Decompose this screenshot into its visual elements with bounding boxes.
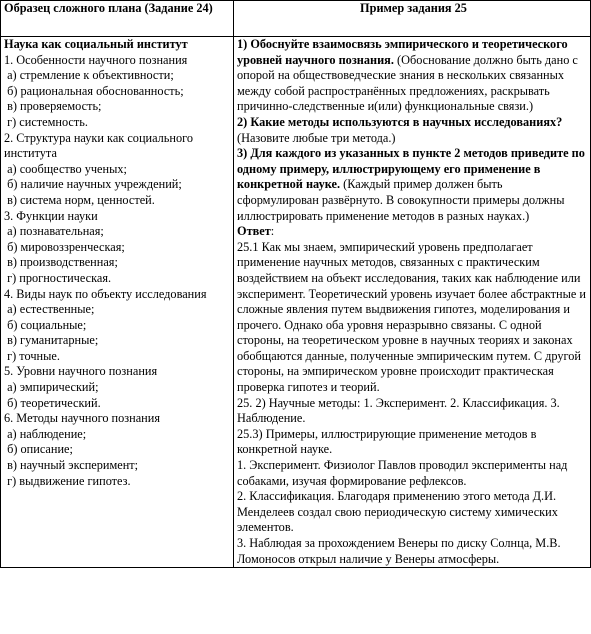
plan-cell (1, 37, 234, 568)
plan-item: а) эмпирический; (4, 380, 99, 395)
plan-item: 5. Уровни научного познания (4, 364, 158, 379)
plan-item: б) наличие научных учреждений; (4, 177, 182, 192)
plan-item: 4. Виды наук по объекту исследования (4, 286, 207, 301)
plan-item: 6. Методы научного познания (4, 411, 161, 426)
task-cell (234, 37, 591, 568)
answer-label: Ответ (237, 224, 271, 239)
plan-item: в) производственная; (4, 255, 118, 270)
plan-item: б) рациональная обоснованность; (4, 83, 184, 98)
plan-item: б) социальные; (4, 317, 87, 332)
plan-item: г) прогностическая. (4, 270, 112, 285)
plan-item: б) описание; (4, 442, 73, 457)
plan-item: 1. Особенности научного познания (4, 52, 188, 67)
answer-example-3: 3. Наблюдая за прохождением Венеры по диску Солнца, М.В. Ломоносов открыл наличие у Венеры атмосферы. (237, 536, 561, 566)
answer-25-1: 25.1 Как мы знаем, эмпирический уровень предполагает применение научных методов, связанных с практическим воздействием на объект исследования, таких как наблюдение или эксперимент. Теоретический уровень изучает более абстрактные и сложные явления путем выдвижения гипотез, моделирования и прочего. Однако оба уровня неразрывно связаны. С одной стороны, на теоретическом уровне в научных теориях и законах обобщаются данные, полученные эмпирическим путем. С другой стороны, на эмпирическом уровне происходит практическая проверка гипотез и теорий. (237, 239, 587, 395)
plan-item: 3. Функции науки (4, 208, 98, 223)
question-1-note: (Обоснование должно быть дано с опорой на обществоведческие знания в нескольких связанных между собой распространённых предложениях, раскрывать причинно-следственные и(или) функциональные связи.) (237, 52, 578, 114)
answer-colon: : (270, 224, 275, 239)
answer-example-2: 2. Классификация. Благодаря применению этого метода Д.И. Менделеев создал свою периодическую систему химических элементов. (237, 489, 558, 535)
plan-item: в) система норм, ценностей. (4, 192, 155, 207)
plan-item: г) точные. (4, 348, 60, 363)
plan-list (4, 53, 233, 490)
header-plan-text: Образец сложного плана (Задание 24) (4, 1, 213, 15)
question-1 (237, 37, 586, 115)
content-row (1, 37, 591, 568)
answer-example-1: 1. Эксперимент. Физиолог Павлов проводил эксперименты над собаками, изучая формирование рефлексов. (237, 458, 568, 488)
plan-item: в) проверяемость; (4, 99, 102, 114)
plan-item: а) естественные; (4, 302, 95, 317)
answer-25-2: 25. 2) Научные методы: 1. Эксперимент. 2. Классификация. 3. Наблюдение. (237, 395, 560, 426)
question-3 (237, 146, 586, 224)
header-task (234, 1, 591, 37)
answer-heading (237, 224, 586, 240)
answer-25-3: 25.3) Примеры, иллюстрирующие применение методов в конкретной науке. (237, 426, 537, 457)
plan-item: б) теоретический. (4, 395, 101, 410)
plan-item: а) наблюдение; (4, 426, 87, 441)
header-row (1, 1, 591, 37)
plan-item: г) системность. (4, 114, 88, 129)
plan-item: в) научный эксперимент; (4, 458, 139, 473)
header-task-text: Пример задания 25 (360, 1, 467, 15)
plan-item: б) мировоззренческая; (4, 239, 125, 254)
header-plan (1, 1, 234, 37)
question-1-text: 1) Обоснуйте взаимосвязь эмпирического и теоретического уровней научного познания. (237, 37, 568, 67)
plan-item: а) стремление к объективности; (4, 68, 174, 83)
plan-item: г) выдвижение гипотез. (4, 473, 131, 488)
plan-item: 2. Структура науки как социального института (4, 130, 197, 161)
plan-title: Наука как социальный институт (4, 37, 188, 51)
question-2-text: 2) Какие методы используются в научных исследованиях? (237, 114, 563, 129)
question-2 (237, 115, 586, 146)
plan-item: а) сообщество ученых; (4, 161, 127, 176)
question-2-note: (Назовите любые три метода.) (237, 130, 396, 145)
question-3-text: 3) Для каждого из указанных в пункте 2 методов приведите по одному примеру, иллюстрирующему его применение в конкретной науке. (237, 146, 585, 192)
plan-item: а) познавательная; (4, 224, 104, 239)
question-3-note: (Каждый пример должен быть сформулирован развёрнуто. В совокупности примеры должны иллюстрировать применение методов в разных науках.) (237, 177, 565, 223)
plan-item: в) гуманитарные; (4, 333, 99, 348)
